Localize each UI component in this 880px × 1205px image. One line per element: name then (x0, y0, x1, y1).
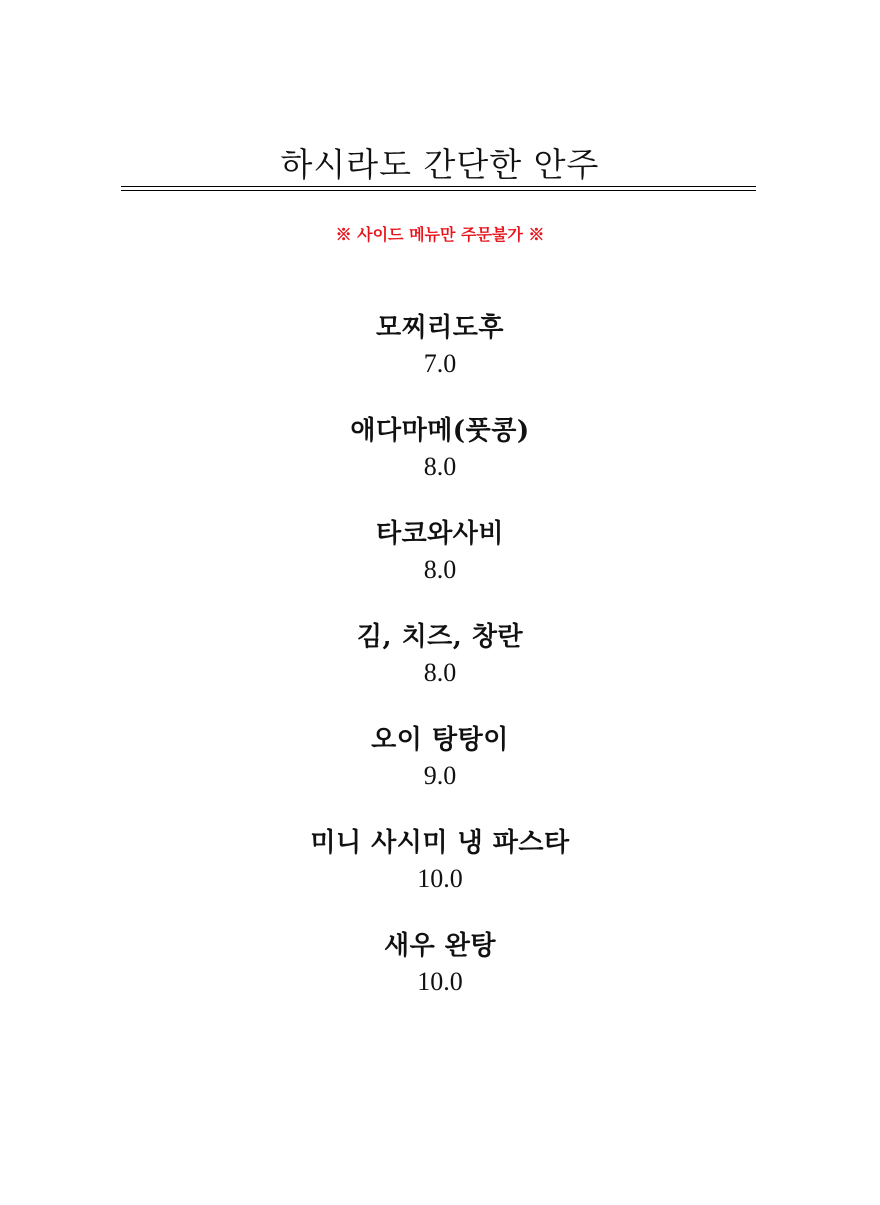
notice-label: ※ 사이드 메뉴만 주문불가 ※ (335, 225, 545, 244)
menu-item (0, 411, 880, 514)
title-divider-top (121, 186, 756, 187)
menu-item-name: 오이 탕탕이 (371, 725, 509, 755)
title-divider-bottom (121, 190, 756, 191)
menu-item-price: 10.0 (417, 967, 463, 996)
menu-item (0, 514, 880, 617)
menu-item-price: 7.0 (423, 349, 457, 378)
menu-item-name: 새우 완탕 (383, 931, 497, 961)
menu-item (0, 308, 880, 411)
menu-item (0, 720, 880, 823)
menu-item-price: 8.0 (423, 452, 457, 481)
menu-item-price: 8.0 (423, 658, 457, 687)
menu-item (0, 617, 880, 720)
menu-item-price: 9.0 (423, 761, 457, 790)
menu-item-name: 미니 사시미 냉 파스타 (310, 828, 570, 858)
menu-item-name: 타코와사비 (375, 519, 505, 549)
page-title: 하시라도 간단한 안주 (280, 145, 600, 184)
menu-item-name: 김, 치즈, 창란 (356, 622, 524, 652)
menu-item-price: 10.0 (417, 864, 463, 893)
menu-item-price: 8.0 (423, 555, 457, 584)
notice-text (0, 224, 880, 246)
menu-list (0, 308, 880, 1029)
menu-item (0, 926, 880, 1029)
menu-item-name: 모찌리도후 (375, 313, 505, 343)
menu-item (0, 823, 880, 926)
menu-item-name: 애다마메(풋콩) (350, 416, 530, 446)
